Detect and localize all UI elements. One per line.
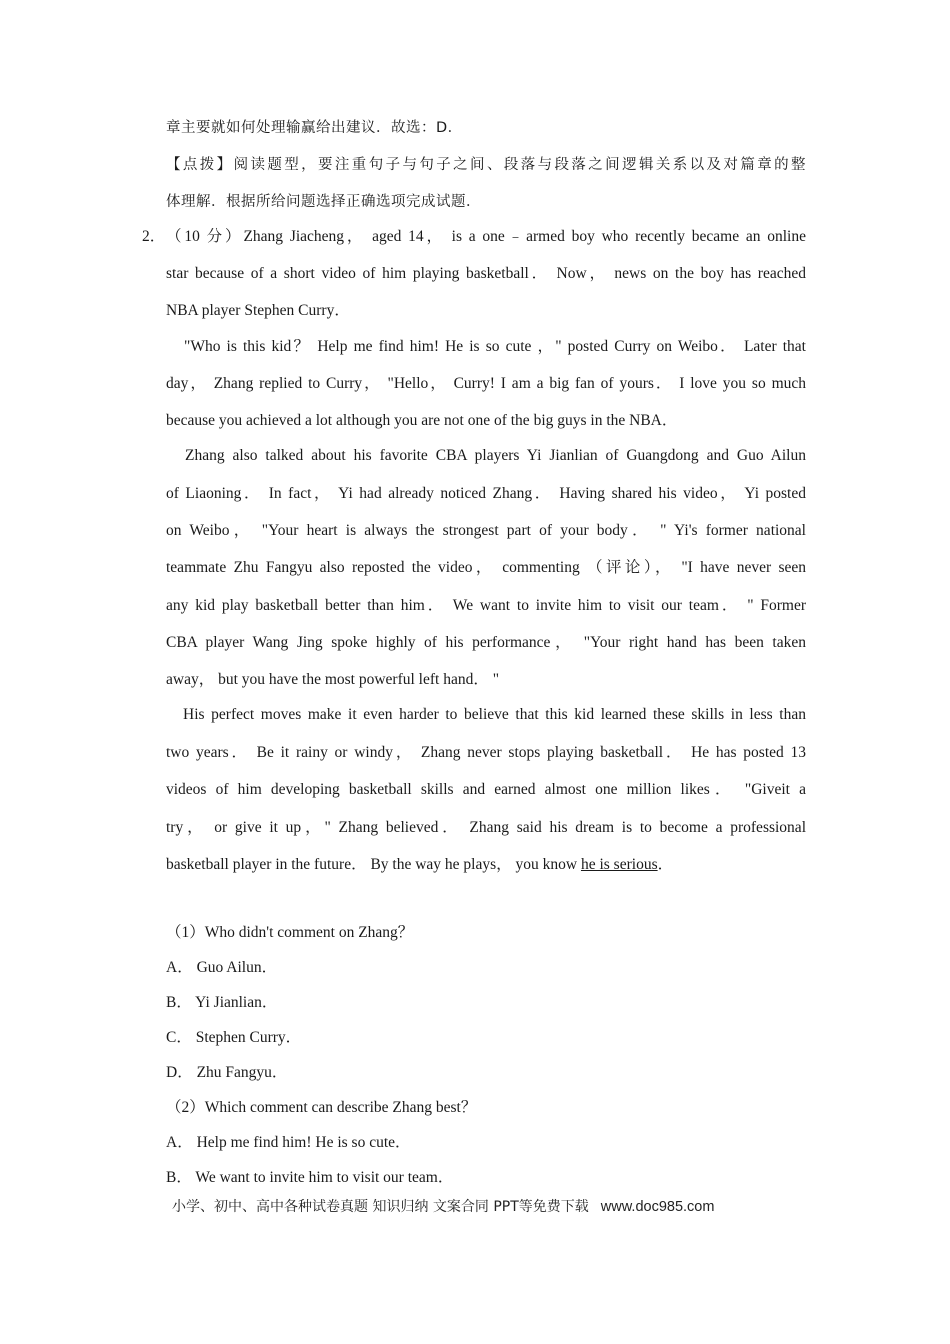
passage-line: two years． Be it rainy or windy， Zhang never stops playing basketball． He has posted 13 <box>166 744 806 761</box>
passage-text: ． <box>657 856 674 873</box>
passage-line: day， Zhang replied to Curry， "Hello， Curry! I am a big fan of yours． I love you so much <box>166 375 806 392</box>
option-a: A． Help me find him! He is so cute． <box>166 1134 411 1151</box>
option-d: D． Zhu Fangyu． <box>166 1064 288 1081</box>
passage-line: star because of a short video of him playing basketball． Now， news on the boy has reached <box>166 265 806 282</box>
option-b: B． We want to invite him to visit our team． <box>166 1169 454 1186</box>
passage-line: CBA player Wang Jing spoke highly of his performance， "Your right hand has been taken <box>166 634 806 651</box>
passage-line: Zhang also talked about his favorite CBA players Yi Jianlian of Guangdong and Guo Ailun <box>185 447 806 464</box>
tip-line-1: 【点拨】阅读题型，要注重句子与句子之间、段落与段落之间逻辑关系以及对篇章的整 <box>166 157 806 173</box>
passage-line: away， but you have the most powerful left hand． " <box>166 671 500 688</box>
question-number: 2． <box>142 228 166 245</box>
passage-line: because you achieved a lot although you are not one of the big guys in the NBA． <box>166 412 678 429</box>
passage-line: "Who is this kid？ Help me find him! He is so cute ，" posted Curry on Weibo． Later that <box>184 338 806 355</box>
answer-line: 章主要就如何处理输赢给出建议．故选：D． <box>166 120 463 136</box>
passage-line: （10 分）Zhang Jiacheng， aged 14， is a one﹣armed boy who recently became an online <box>166 228 806 245</box>
option-c: C． Stephen Curry． <box>166 1029 302 1046</box>
passage-line: any kid play basketball better than him． We want to invite him to visit our team． " Former <box>166 597 806 614</box>
passage-line: on Weibo， "Your heart is always the strongest part of your body． " Yi's former national <box>166 522 806 539</box>
passage-line: teammate Zhu Fangyu also reposted the video， commenting （评论）， "I have never seen <box>166 559 806 576</box>
passage-line: NBA player Stephen Curry． <box>166 302 350 319</box>
sub-question-stem: （2）Which comment can describe Zhang best？ <box>166 1099 477 1116</box>
option-b: B． Yi Jianlian． <box>166 994 278 1011</box>
passage-line: of Liaoning． In fact， Yi had already noticed Zhang． Having shared his video， Yi posted <box>166 485 806 502</box>
passage-last-line <box>166 854 806 876</box>
tip-line-2: 体理解．根据所给问题选择正确选项完成试题． <box>166 194 481 210</box>
underlined-phrase: he is serious <box>580 856 658 873</box>
passage-line: videos of him developing basketball skills and earned almost one million likes． "Giveit a <box>166 781 806 798</box>
footer-text: 小学、初中、高中各种试卷真题 知识归纳 文案合同 PPT等免费下载 <box>172 1199 589 1215</box>
option-a: A． Guo Ailun． <box>166 959 278 976</box>
passage-line: try， or give it up，" Zhang believed． Zhang said his dream is to become a professional <box>166 819 806 836</box>
passage-line: His perfect moves make it even harder to believe that this kid learned these skills in less than <box>183 706 806 723</box>
page-footer <box>172 1196 714 1218</box>
passage-text: basketball player in the future． By the way he plays， you know <box>166 856 581 873</box>
footer-site-link[interactable]: www.doc985.com <box>600 1199 715 1215</box>
sub-question-stem: （1）Who didn't comment on Zhang？ <box>166 924 414 941</box>
